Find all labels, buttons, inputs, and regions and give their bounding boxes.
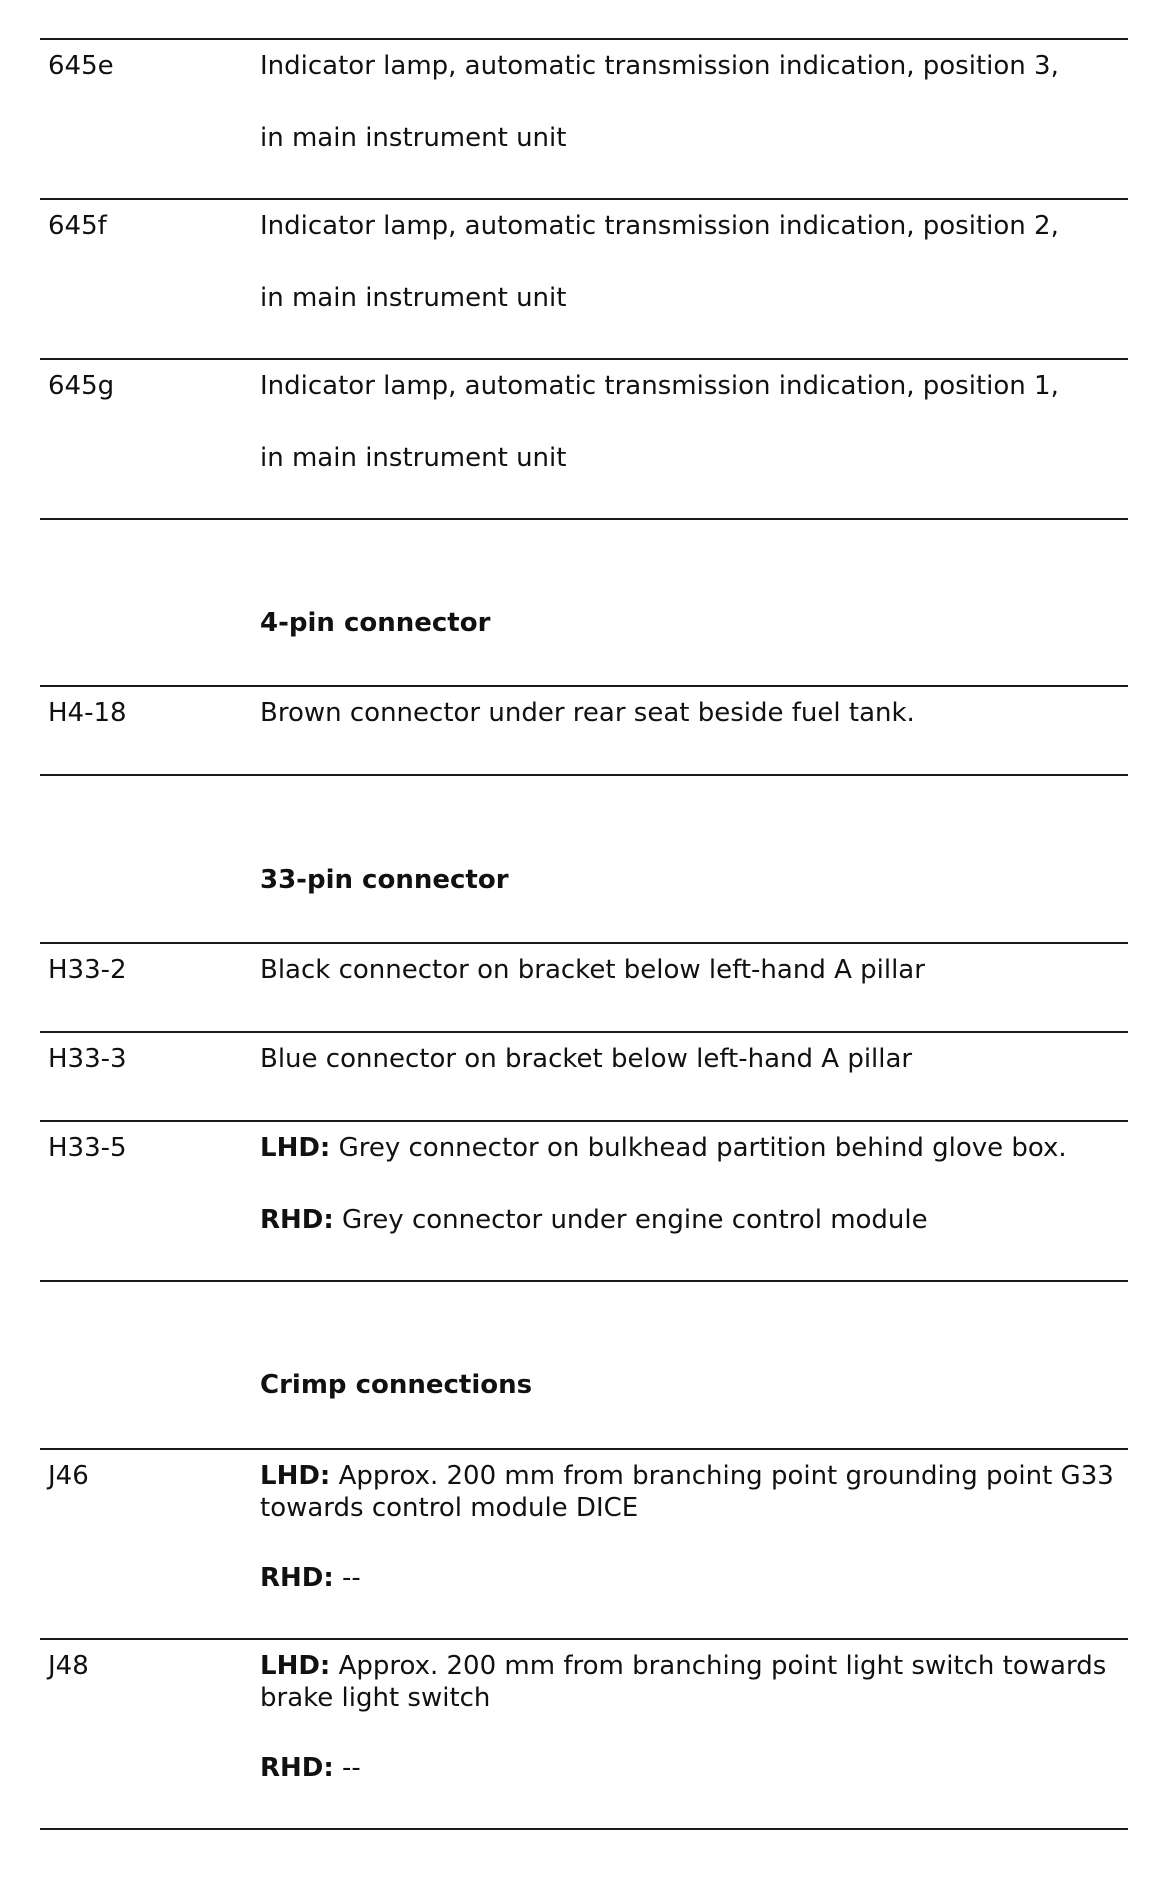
row-code: 645e — [48, 51, 114, 81]
row-description: Blue connector on bracket below left-hand A pillar — [260, 1044, 913, 1074]
table-rule — [40, 1638, 1128, 1640]
rhd-label: RHD: — [260, 1753, 334, 1783]
row-code: H4-18 — [48, 698, 127, 728]
row-description — [260, 1132, 1130, 1236]
table-rule — [40, 1280, 1128, 1282]
description-line: Indicator lamp, automatic transmission indication, position 1, — [260, 371, 1059, 401]
row-code: 645f — [48, 211, 107, 241]
rhd-text: -- — [333, 1563, 361, 1593]
lhd-line — [260, 1650, 1130, 1714]
lhd-label: LHD: — [260, 1133, 331, 1163]
description-line: in main instrument unit — [260, 283, 567, 313]
table-rule — [40, 1448, 1128, 1450]
row-code: H33-5 — [48, 1133, 127, 1163]
rhd-line — [260, 1204, 1130, 1236]
row-description — [260, 210, 1130, 314]
description-line: Indicator lamp, automatic transmission indication, position 3, — [260, 51, 1059, 81]
lhd-label: LHD: — [260, 1461, 331, 1491]
table-rule — [40, 685, 1128, 687]
description-line: in main instrument unit — [260, 123, 567, 153]
lhd-line — [260, 1460, 1130, 1524]
lhd-label: LHD: — [260, 1651, 331, 1681]
description-line: Indicator lamp, automatic transmission indication, position 2, — [260, 211, 1059, 241]
rhd-text: -- — [333, 1753, 361, 1783]
table-rule — [40, 1031, 1128, 1033]
rhd-label: RHD: — [260, 1563, 334, 1593]
rhd-text: Grey connector under engine control module — [333, 1205, 928, 1235]
table-rule — [40, 518, 1128, 520]
row-code: J48 — [48, 1651, 89, 1681]
lhd-text: Approx. 200 mm from branching point grounding point G33 towards control module DICE — [260, 1461, 1114, 1523]
description-line: in main instrument unit — [260, 443, 567, 473]
lhd-line — [260, 1132, 1130, 1164]
row-code: H33-3 — [48, 1044, 127, 1074]
table-rule — [40, 358, 1128, 360]
row-code: H33-2 — [48, 955, 127, 985]
section-heading: 4-pin connector — [260, 608, 491, 638]
row-description — [260, 50, 1130, 154]
lhd-text: Approx. 200 mm from branching point light switch towards brake light switch — [260, 1651, 1107, 1713]
row-description — [260, 370, 1130, 474]
table-rule — [40, 198, 1128, 200]
table-rule — [40, 942, 1128, 944]
section-heading: Crimp connections — [260, 1370, 533, 1400]
table-rule — [40, 1120, 1128, 1122]
row-code: 645g — [48, 371, 115, 401]
table-rule — [40, 1828, 1128, 1830]
section-heading: 33-pin connector — [260, 865, 509, 895]
rhd-line — [260, 1562, 1130, 1594]
lhd-text: Grey connector on bulkhead partition behind glove box. — [330, 1133, 1067, 1163]
row-description: Brown connector under rear seat beside fuel tank. — [260, 698, 915, 728]
table-rule — [40, 774, 1128, 776]
table-rule — [40, 38, 1128, 40]
row-description — [260, 1460, 1130, 1594]
rhd-label: RHD: — [260, 1205, 334, 1235]
row-description — [260, 1650, 1130, 1784]
row-description: Black connector on bracket below left-hand A pillar — [260, 955, 925, 985]
rhd-line — [260, 1752, 1130, 1784]
row-code: J46 — [48, 1461, 89, 1491]
